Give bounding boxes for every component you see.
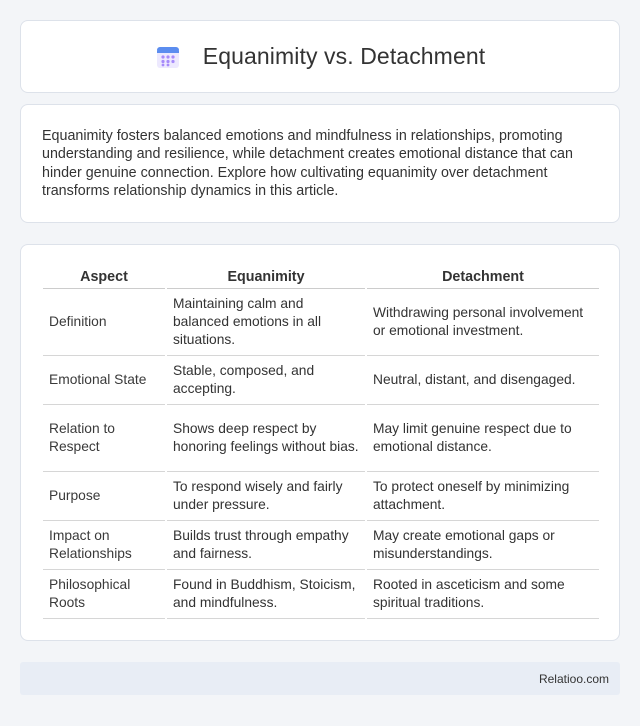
- table-cell-aspect: Emotional State: [43, 356, 165, 405]
- table-row: [43, 289, 599, 356]
- table-header-row: [43, 267, 599, 289]
- table-cell-equanimity: Stable, composed, and accepting.: [167, 356, 365, 405]
- comparison-table: [41, 267, 601, 619]
- intro-paragraph: Equanimity fosters balanced emotions and mindfulness in relationships, promoting understanding and resilience, while detachment creates emotional distance that can hinder genuine connection. Explore how cultivating equanimity over detachment transforms relationship dynamics in this article.: [42, 128, 573, 199]
- table-cell-equanimity: Builds trust through empathy and fairness.: [167, 521, 365, 570]
- table-cell-aspect: Philosophical Roots: [43, 570, 165, 619]
- table-cell-detachment: Rooted in asceticism and some spiritual traditions.: [367, 570, 599, 619]
- calendar-icon: [155, 44, 181, 70]
- column-header-equanimity: Equanimity: [167, 267, 365, 289]
- table-cell-aspect: Relation to Respect: [43, 405, 165, 472]
- table-row: [43, 570, 599, 619]
- table-row: [43, 405, 599, 472]
- column-header-aspect: Aspect: [43, 267, 165, 289]
- table-cell-equanimity: Maintaining calm and balanced emotions in all situations.: [167, 289, 365, 356]
- table-cell-aspect: Definition: [43, 289, 165, 356]
- table-cell-aspect: Purpose: [43, 472, 165, 521]
- title-card: [20, 20, 620, 93]
- column-header-detachment: Detachment: [367, 267, 599, 289]
- footer-site-link[interactable]: Relatioo.com: [538, 671, 609, 686]
- table-cell-detachment: Withdrawing personal involvement or emotional investment.: [367, 289, 599, 356]
- table-cell-equanimity: Found in Buddhism, Stoicism, and mindfulness.: [167, 570, 365, 619]
- table-row: [43, 521, 599, 570]
- table-cell-detachment: May create emotional gaps or misunderstandings.: [367, 521, 599, 570]
- table-cell-equanimity: Shows deep respect by honoring feelings without bias.: [167, 405, 365, 472]
- table-cell-detachment: To protect oneself by minimizing attachment.: [367, 472, 599, 521]
- table-cell-detachment: May limit genuine respect due to emotional distance.: [367, 405, 599, 472]
- table-cell-equanimity: To respond wisely and fairly under pressure.: [167, 472, 365, 521]
- intro-card: [20, 104, 620, 223]
- table-row: [43, 356, 599, 405]
- table-cell-aspect: Impact on Relationships: [43, 521, 165, 570]
- page-title: Equanimity vs. Detachment: [202, 43, 486, 69]
- table-row: [43, 472, 599, 521]
- footer: [20, 662, 620, 695]
- comparison-table-card: [20, 244, 620, 641]
- table-cell-detachment: Neutral, distant, and disengaged.: [367, 356, 599, 405]
